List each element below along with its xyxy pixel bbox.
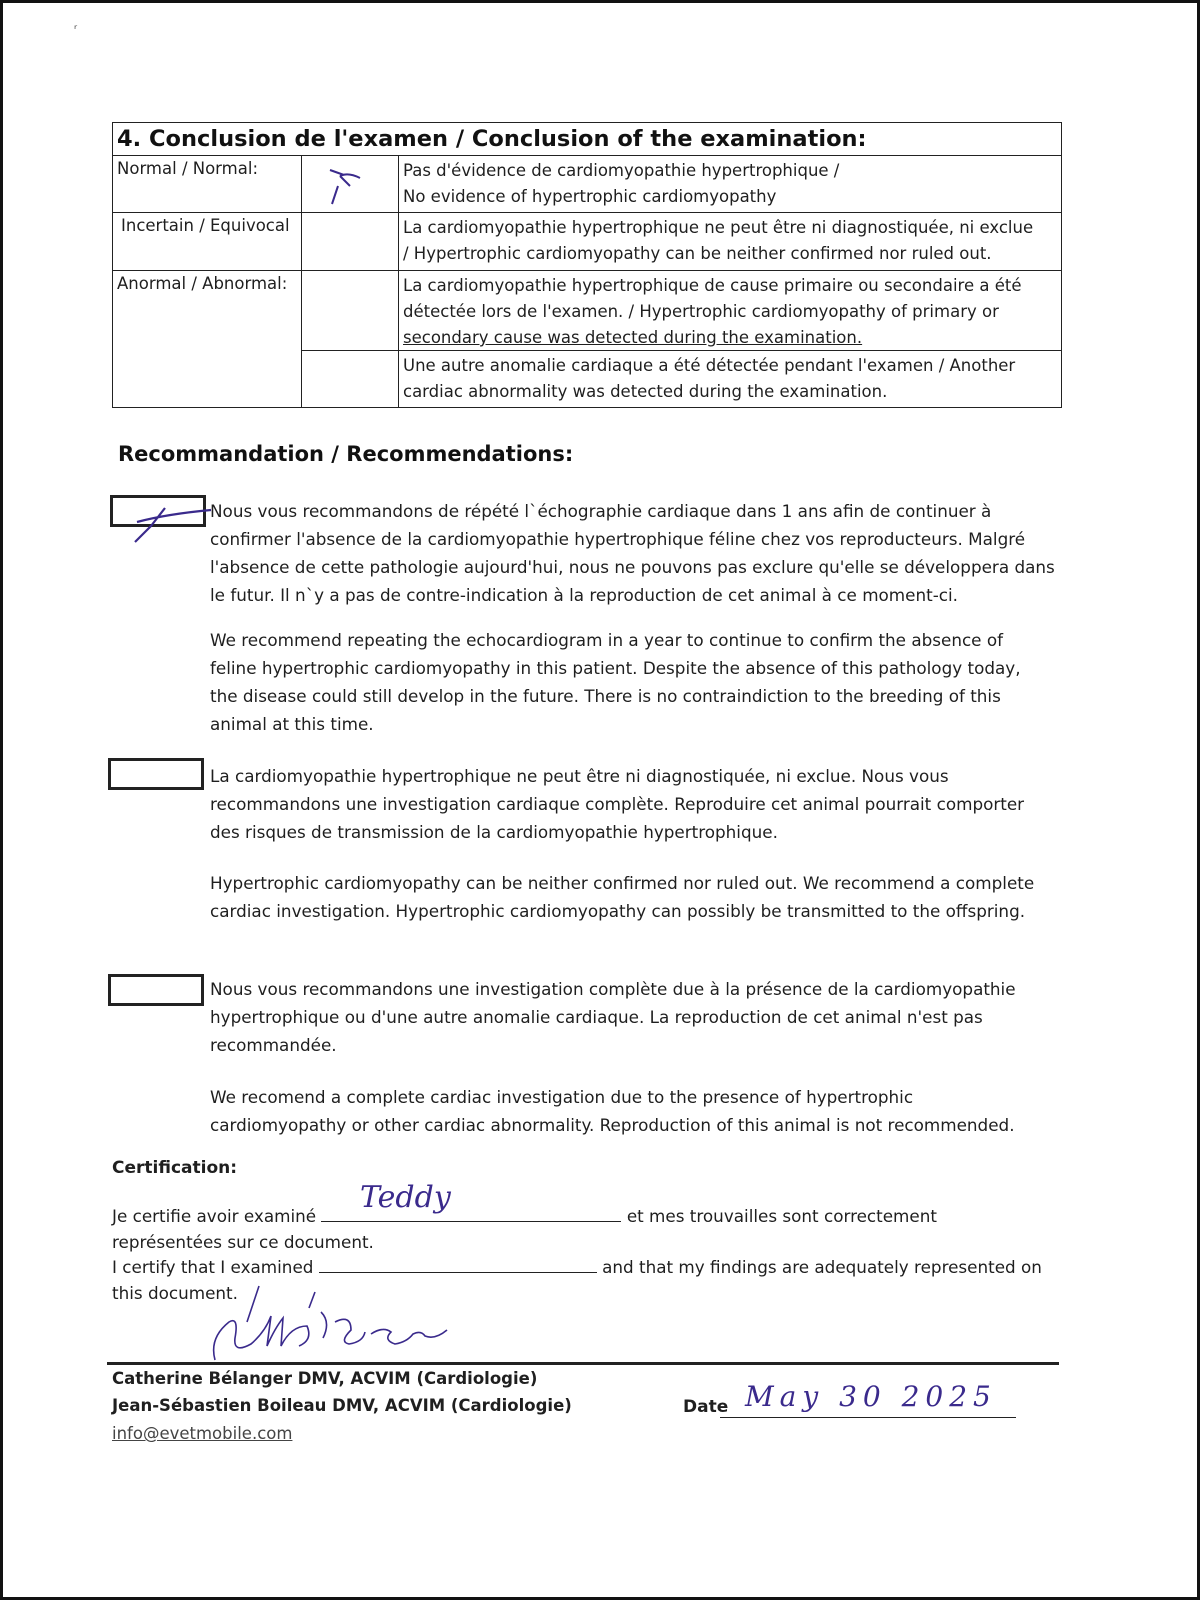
animal-name-field-en[interactable] bbox=[319, 1254, 597, 1273]
recommendation-2-fr: La cardiomyopathie hypertrophique ne peut être ni diagnostiquée, ni exclue. Nous vous recommandons une investigation cardiaque complète. Reproduire cet animal pourrait comporter des risques de transmission de la cardiomyopathie hypertrophique. bbox=[210, 766, 1025, 842]
contact-email[interactable]: info@evetmobile.com bbox=[112, 1424, 293, 1443]
handwritten-check-icon bbox=[302, 156, 399, 212]
checkbox-equivocal[interactable] bbox=[302, 213, 399, 270]
row-description: La cardiomyopathie hypertrophique ne peut être ni diagnostiquée, ni exclue / Hypertrophic cardiomyopathy can be neither confirmed nor ruled out. bbox=[403, 218, 1034, 263]
row-description: Une autre anomalie cardiaque a été détectée pendant l'examen / Another cardiac abnormality was detected during the examination. bbox=[403, 356, 1016, 401]
recommendation-1-fr: Nous vous recommandons de répété l`échographie cardiaque dans 1 ans afin de continuer à confirmer l'absence de la cardiomyopathie hypertrophique féline chez vos reproducteurs. Malgré l'absence de cette pathologie aujourd'hui, nous ne pouvons pas exclure qu'elle se développera dans le futur. Il n`y a pas de contre-indication à la reproduction de cet animal à ce moment-ci. bbox=[210, 501, 1055, 605]
conclusion-subrow-other bbox=[302, 350, 1061, 407]
date-label: Date bbox=[683, 1397, 729, 1417]
conclusion-row-abnormal bbox=[113, 271, 1061, 407]
date-handwritten: May 30 2025 bbox=[745, 1380, 997, 1413]
stray-mark: ʳ bbox=[74, 22, 78, 36]
conclusion-subrow-hcm bbox=[302, 271, 1061, 350]
certification-en-line: I certify that I examined and that my findings are adequately represented on bbox=[112, 1254, 1042, 1280]
recommendation-checkbox-2[interactable] bbox=[108, 758, 204, 790]
recommendations-title: Recommandation / Recommendations: bbox=[118, 442, 574, 466]
row-description: Pas d'évidence de cardiomyopathie hypertrophique / No evidence of hypertrophic cardiomyopathy bbox=[403, 161, 840, 206]
signatory-2: Jean-Sébastien Boileau DMV, ACVIM (Cardiologie) bbox=[112, 1396, 572, 1415]
recommendation-checkbox-1[interactable] bbox=[110, 495, 206, 527]
row-label: Normal / Normal: bbox=[113, 156, 302, 212]
certification-fr-line2: représentées sur ce document. bbox=[112, 1232, 374, 1252]
date-field[interactable] bbox=[720, 1417, 1016, 1418]
row-label: Incertain / Equivocal bbox=[113, 213, 302, 270]
recommendation-1-en: We recommend repeating the echocardiogram in a year to continue to confirm the absence of feline hypertrophic cardiomyopathy in this patient. Despite the absence of this pathology today, the disease could still develop in the future. There is no contraindiction to the breeding of this animal at this time. bbox=[210, 630, 1021, 734]
conclusion-table bbox=[112, 122, 1062, 408]
signatory-1: Catherine Bélanger DMV, ACVIM (Cardiologie) bbox=[112, 1369, 538, 1388]
row-description: La cardiomyopathie hypertrophique de cause primaire ou secondaire a été détectée lors de l'examen. / Hypertrophic cardiomyopathy of primary or secondary cause was detected during the examination. bbox=[403, 276, 1022, 347]
checkbox-abnormal-other[interactable] bbox=[302, 351, 399, 407]
animal-name-handwritten: Teddy bbox=[360, 1180, 451, 1215]
recommendation-checkbox-3[interactable] bbox=[108, 974, 204, 1006]
row-label: Anormal / Abnormal: bbox=[113, 271, 302, 407]
signature-image bbox=[195, 1282, 505, 1368]
conclusion-title: 4. Conclusion de l'examen / Conclusion of the examination: bbox=[113, 123, 1061, 156]
handwritten-check-icon bbox=[107, 490, 227, 550]
conclusion-row-equivocal bbox=[113, 213, 1061, 271]
checkbox-abnormal-hcm[interactable] bbox=[302, 271, 399, 350]
recommendation-2-en: Hypertrophic cardiomyopathy can be neither confirmed nor ruled out. We recommend a complete cardiac investigation. Hypertrophic cardiomyopathy can possibly be transmitted to the offspring. bbox=[210, 873, 1035, 921]
certification-en-line2: this document. bbox=[112, 1283, 238, 1303]
checkbox-normal[interactable] bbox=[302, 156, 399, 212]
recommendation-3-fr: Nous vous recommandons une investigation complète due à la présence de la cardiomyopathie hypertrophique ou d'une autre anomalie cardiaque. La reproduction de cet animal n'est pas recommandée. bbox=[210, 979, 1016, 1055]
signature-line bbox=[107, 1362, 1059, 1365]
recommendation-3-en: We recomend a complete cardiac investigation due to the presence of hypertrophic cardiomyopathy or other cardiac abnormality. Reproduction of this animal is not recommended. bbox=[210, 1087, 1015, 1135]
certification-title: Certification: bbox=[112, 1158, 238, 1178]
certification-fr-line: Je certifie avoir examiné et mes trouvailles sont correctement bbox=[112, 1203, 937, 1229]
conclusion-row-normal bbox=[113, 156, 1061, 213]
